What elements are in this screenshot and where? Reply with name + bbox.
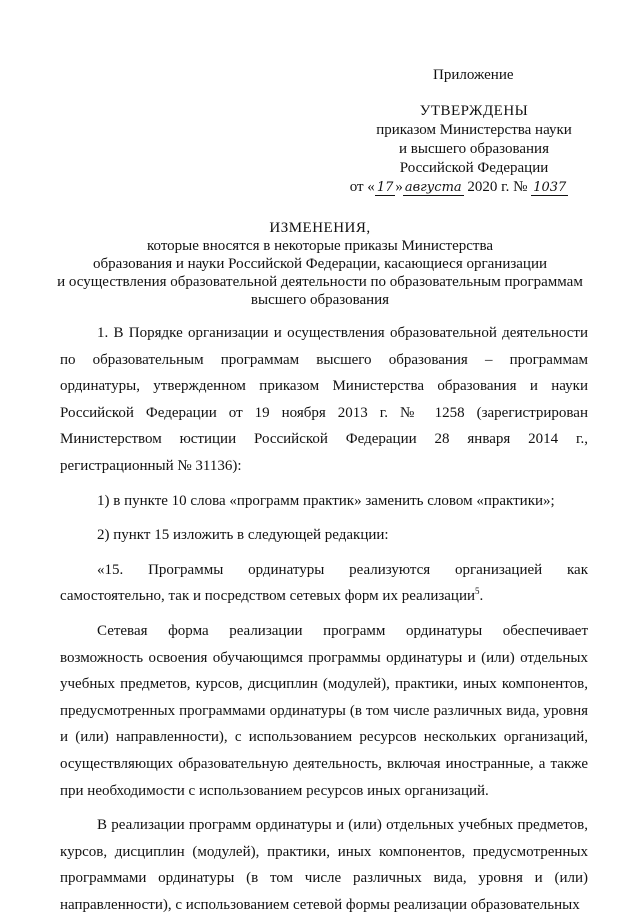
approved-heading: УТВЕРЖДЕНЫ	[419, 103, 529, 119]
title-line-2: образования и науки Российской Федерации, касающиеся организации	[92, 256, 548, 272]
attachment-label: Приложение	[433, 67, 514, 83]
order-prefix: от «	[349, 179, 375, 195]
paragraph-4-end: .	[479, 588, 484, 605]
order-line	[330, 178, 588, 197]
paragraph-2: 1) в пункте 10 слова «программ практик» заменить словом «практики»;	[97, 492, 555, 509]
approval-line-2: и высшего образования	[399, 141, 549, 157]
paragraph-6: В реализации программ ординатуры и (или) отдельных учебных предметов, курсов, дисциплин (модулей), практики, иных компонентов, предусмотренных программами ординатуры (в том числе различных вида, уровня и (или) направленности), с использованием сетевой формы реализации образовательных	[60, 817, 588, 913]
footnote-marker: 5	[475, 586, 480, 597]
approval-line-3: Российской Федерации	[399, 160, 549, 176]
order-number-handwritten: 1037	[533, 180, 567, 195]
paragraph-5: Сетевая форма реализации программ ординатуры обеспечивает возможность освоения обучающимся программы ординатуры и (или) отдельных учебных предметов, курсов, дисциплин (модулей), практики, иных компонентов, предусмотренных программами ординатуры (в том числе различных вида, уровня и (или) направленности), с использованием ресурсов нескольких организаций, осуществляющих образовательную деятельность, включая иностранные, а также при необходимости с использованием ресурсов иных организаций.	[60, 622, 588, 799]
order-day-handwritten: 17	[376, 180, 394, 195]
paragraph-4-text: «15. Программы ординатуры реализуются организацией как самостоятельно, так и посредством сетевых форм их реализации	[60, 561, 588, 605]
paragraph-1: 1. В Порядке организации и осуществления образовательной деятельности по образовательным программам высшего образования – программам ординатуры, утвержденном приказом Министерства образования и науки Российской Федерации от 19 ноября 2013 г. № 1258 (зарегистрирован Министерством юстиции Российской Федерации 28 января 2014 г., регистрационный № 31136):	[60, 325, 588, 474]
title-line-3: и осуществления образовательной деятельности по образовательным программам	[57, 274, 583, 290]
order-year: 2020 г. №	[463, 179, 532, 195]
paragraph-4	[60, 557, 588, 610]
document-body	[60, 320, 588, 918]
approval-line-1: приказом Министерства науки	[376, 122, 572, 138]
approval-block	[349, 66, 588, 197]
order-mid: »	[395, 179, 403, 195]
order-month-handwritten: августа	[404, 180, 462, 195]
title-line-4: высшего образования	[250, 292, 390, 308]
title-line-1: которые вносятся в некоторые приказы Министерства	[146, 238, 494, 254]
paragraph-3: 2) пункт 15 изложить в следующей редакции:	[97, 527, 389, 544]
document-heading: ИЗМЕНЕНИЯ,	[269, 220, 371, 236]
document-title-block	[30, 219, 610, 309]
